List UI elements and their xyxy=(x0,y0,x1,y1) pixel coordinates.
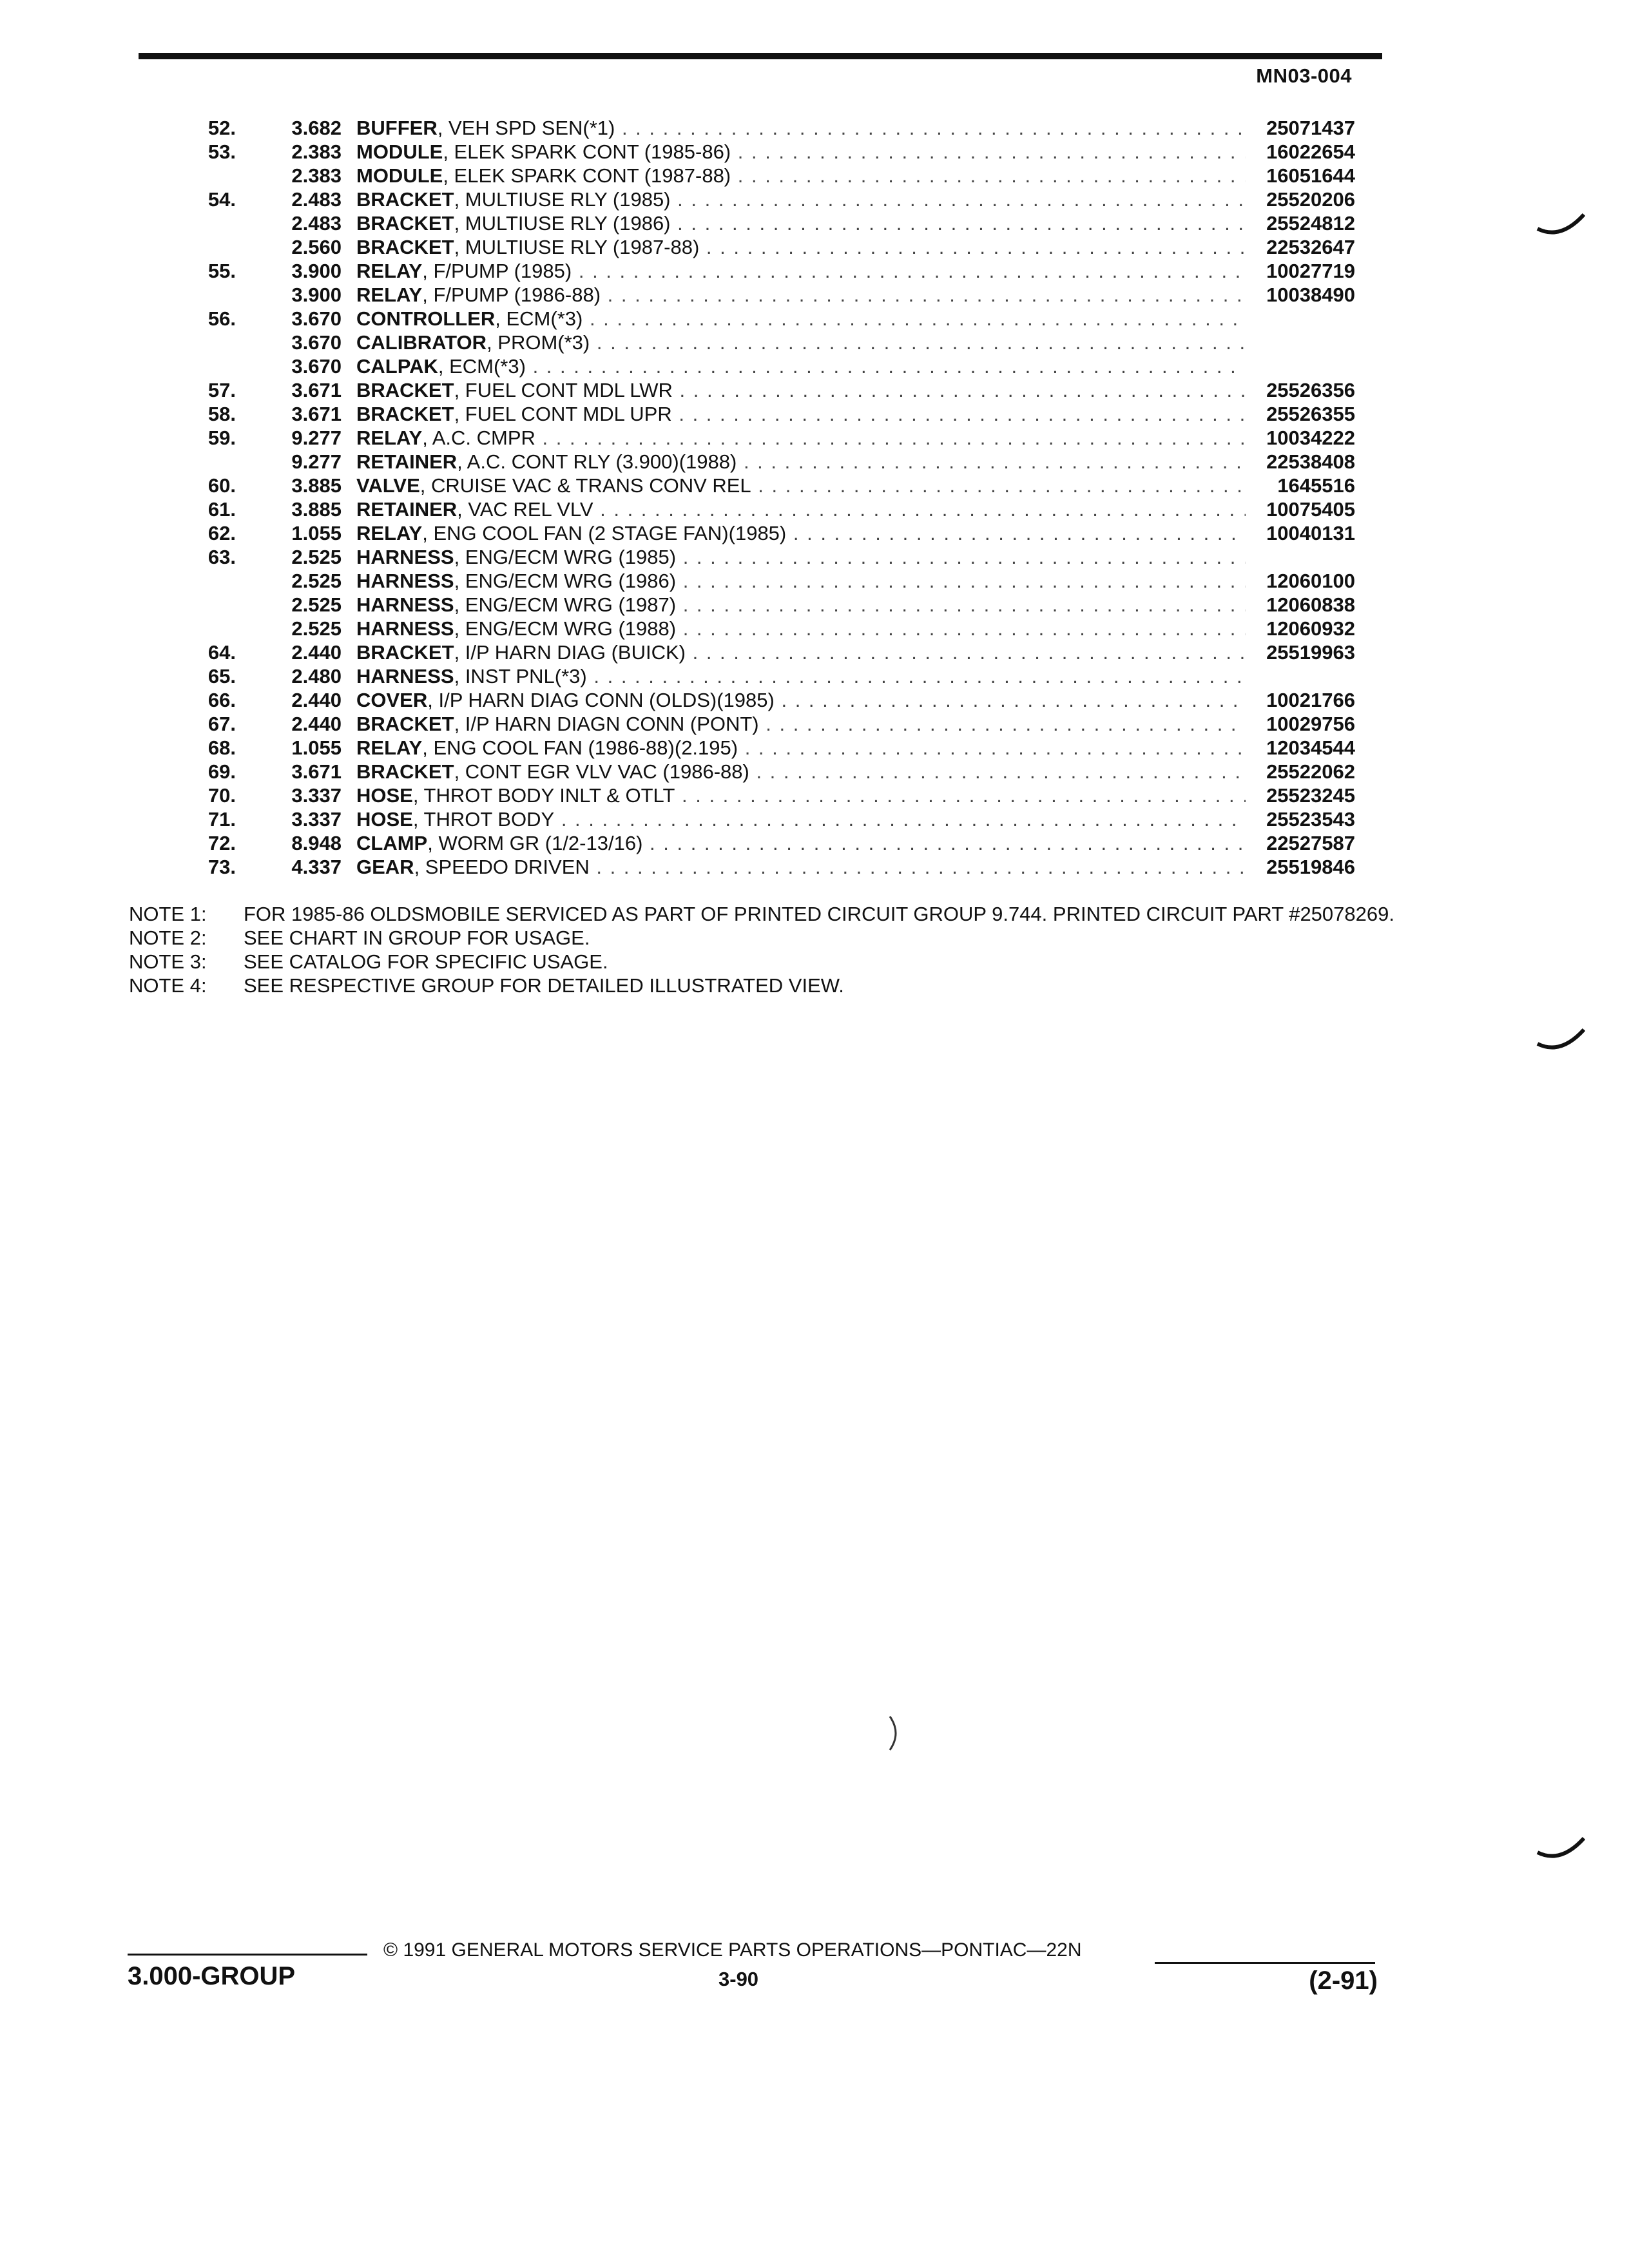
part-detail: , WORM GR (1/2-13/16) xyxy=(427,832,643,854)
parts-row xyxy=(0,545,1629,569)
reference-number: 61. xyxy=(207,498,236,521)
part-name: BRACKET xyxy=(356,212,454,235)
parts-row xyxy=(0,593,1629,617)
reference-number: 64. xyxy=(207,641,236,664)
part-number: 25522062 xyxy=(1261,760,1355,783)
part-description xyxy=(356,664,1246,688)
part-name: HARNESS xyxy=(356,593,454,616)
reference-number: 68. xyxy=(207,736,236,759)
parts-row xyxy=(0,283,1629,307)
part-detail: , A.C. CMPR xyxy=(422,427,535,449)
part-name: RETAINER xyxy=(356,450,458,473)
reference-number: 59. xyxy=(207,427,236,449)
parts-row xyxy=(0,831,1629,855)
part-description xyxy=(356,831,1246,855)
part-name: RELAY xyxy=(356,522,423,544)
parts-row xyxy=(0,426,1629,450)
part-description xyxy=(356,593,1246,617)
group-number: 4.337 xyxy=(291,856,342,878)
note xyxy=(129,902,1450,926)
group-number: 2.483 xyxy=(291,212,342,235)
group-number: 3.900 xyxy=(291,284,342,306)
part-description xyxy=(356,736,1246,760)
parts-row xyxy=(0,331,1629,354)
part-detail: , ENG COOL FAN (2 STAGE FAN)(1985) xyxy=(422,522,787,544)
reference-number: 69. xyxy=(207,760,236,783)
group-number: 2.483 xyxy=(291,188,342,211)
footer-rule-left xyxy=(128,1954,367,1956)
group-number: 1.055 xyxy=(291,522,342,544)
part-detail: , MULTIUSE RLY (1986) xyxy=(454,212,671,235)
note-text: FOR 1985-86 OLDSMOBILE SERVICED AS PART OF PRINTED CIRCUIT GROUP 9.744. PRINTED CIRCUIT PART #25078269. xyxy=(244,903,1394,925)
part-detail: , ENG/ECM WRG (1985) xyxy=(454,546,677,568)
part-description xyxy=(356,807,1246,831)
reference-number: 54. xyxy=(207,188,236,211)
part-detail: , ECM(*3) xyxy=(438,355,526,378)
reference-number: 60. xyxy=(207,474,236,497)
group-number: 3.885 xyxy=(291,474,342,497)
part-number: 10040131 xyxy=(1261,521,1355,545)
part-detail: , ECM(*3) xyxy=(495,307,583,330)
group-number: 2.440 xyxy=(291,689,342,711)
part-description xyxy=(356,450,1246,474)
parts-row xyxy=(0,259,1629,283)
part-name: BUFFER xyxy=(356,117,438,139)
part-detail: , A.C. CONT RLY (3.900)(1988) xyxy=(457,450,737,473)
group-number: 3.885 xyxy=(291,498,342,521)
parts-row xyxy=(0,116,1629,140)
part-number: 25071437 xyxy=(1261,116,1355,140)
footer-rule-right xyxy=(1155,1962,1375,1964)
footer-page-number: 3-90 xyxy=(718,1968,759,1990)
part-detail: , ELEK SPARK CONT (1985-86) xyxy=(443,140,731,163)
group-number: 3.671 xyxy=(291,379,342,401)
part-description xyxy=(356,640,1246,664)
parts-row xyxy=(0,307,1629,331)
part-detail: , ELEK SPARK CONT (1987-88) xyxy=(443,164,731,187)
part-description xyxy=(356,783,1246,807)
reference-number: 53. xyxy=(207,140,236,163)
notes-section xyxy=(129,902,1450,997)
part-number: 22527587 xyxy=(1261,831,1355,855)
part-number: 10029756 xyxy=(1261,712,1355,736)
part-detail: , F/PUMP (1985) xyxy=(422,260,572,282)
group-number: 2.525 xyxy=(291,570,342,592)
parts-row xyxy=(0,140,1629,164)
parts-row xyxy=(0,569,1629,593)
part-description xyxy=(356,497,1246,521)
group-number: 3.670 xyxy=(291,355,342,378)
part-name: HOSE xyxy=(356,784,413,807)
parts-row xyxy=(0,617,1629,640)
part-name: HOSE xyxy=(356,808,413,831)
part-number: 10034222 xyxy=(1261,426,1355,450)
part-detail: , I/P HARN DIAGN CONN (PONT) xyxy=(454,713,759,735)
part-name: BRACKET xyxy=(356,188,454,211)
parts-row xyxy=(0,402,1629,426)
part-description xyxy=(356,116,1246,140)
reference-number: 58. xyxy=(207,403,236,425)
part-description xyxy=(356,235,1246,259)
part-name: HARNESS xyxy=(356,546,454,568)
parts-row xyxy=(0,211,1629,235)
parts-row xyxy=(0,688,1629,712)
part-detail: , VEH SPD SEN(*1) xyxy=(437,117,615,139)
part-name: CALIBRATOR xyxy=(356,331,487,354)
part-description xyxy=(356,354,1246,378)
parts-row xyxy=(0,450,1629,474)
part-number: 10075405 xyxy=(1261,497,1355,521)
part-name: COVER xyxy=(356,689,428,711)
part-name: BRACKET xyxy=(356,403,454,425)
part-detail: , ENG/ECM WRG (1988) xyxy=(454,617,677,640)
part-number: 25520206 xyxy=(1261,187,1355,211)
parts-row xyxy=(0,235,1629,259)
part-description xyxy=(356,426,1246,450)
part-description xyxy=(356,855,1246,879)
reference-number: 56. xyxy=(207,307,236,330)
part-description xyxy=(356,259,1246,283)
parts-row xyxy=(0,855,1629,879)
footer-group-label: 3.000-GROUP xyxy=(128,1962,296,1990)
part-number: 25519963 xyxy=(1261,640,1355,664)
note-text: SEE RESPECTIVE GROUP FOR DETAILED ILLUSTRATED VIEW. xyxy=(244,974,844,997)
part-number: 12034544 xyxy=(1261,736,1355,760)
parts-row xyxy=(0,760,1629,783)
reference-number: 72. xyxy=(207,832,236,854)
part-detail: , PROM(*3) xyxy=(487,331,590,354)
part-name: HARNESS xyxy=(356,665,454,687)
part-name: MODULE xyxy=(356,164,443,187)
part-name: CONTROLLER xyxy=(356,307,496,330)
group-number: 3.671 xyxy=(291,760,342,783)
part-description xyxy=(356,164,1246,187)
part-name: BRACKET xyxy=(356,713,454,735)
binding-hole-mark xyxy=(1535,1024,1586,1057)
group-number: 1.055 xyxy=(291,736,342,759)
footer-revision-date: (2-91) xyxy=(1309,1966,1378,1995)
part-detail: , SPEEDO DRIVEN xyxy=(414,856,590,878)
part-name: BRACKET xyxy=(356,641,454,664)
part-detail: , FUEL CONT MDL LWR xyxy=(454,379,673,401)
group-number: 2.440 xyxy=(291,713,342,735)
parts-row xyxy=(0,354,1629,378)
part-detail: , F/PUMP (1986-88) xyxy=(422,284,601,306)
part-description xyxy=(356,211,1246,235)
part-name: RELAY xyxy=(356,260,423,282)
part-description xyxy=(356,712,1246,736)
part-description xyxy=(356,569,1246,593)
group-number: 3.670 xyxy=(291,307,342,330)
part-name: RELAY xyxy=(356,427,423,449)
part-number: 25526355 xyxy=(1261,402,1355,426)
parts-row xyxy=(0,164,1629,187)
group-number: 3.671 xyxy=(291,403,342,425)
part-detail: , THROT BODY INLT & OTLT xyxy=(412,784,675,807)
part-number: 16022654 xyxy=(1261,140,1355,164)
reference-number: 62. xyxy=(207,522,236,544)
part-name: HARNESS xyxy=(356,570,454,592)
part-name: VALVE xyxy=(356,474,420,497)
part-description xyxy=(356,402,1246,426)
binding-hole-mark xyxy=(1535,1833,1586,1865)
group-number: 2.525 xyxy=(291,546,342,568)
part-name: HARNESS xyxy=(356,617,454,640)
note xyxy=(129,926,1450,950)
part-number: 22538408 xyxy=(1261,450,1355,474)
part-number: 25519846 xyxy=(1261,855,1355,879)
part-detail: , I/P HARN DIAG (BUICK) xyxy=(454,641,686,664)
reference-number: 65. xyxy=(207,665,236,687)
group-number: 9.277 xyxy=(291,427,342,449)
note-label: NOTE 4: xyxy=(129,974,207,997)
parts-row xyxy=(0,712,1629,736)
part-detail: , ENG/ECM WRG (1987) xyxy=(454,593,677,616)
part-detail: , MULTIUSE RLY (1987-88) xyxy=(454,236,700,258)
group-number: 2.525 xyxy=(291,593,342,616)
part-number: 12060838 xyxy=(1261,593,1355,617)
part-name: RELAY xyxy=(356,284,423,306)
part-description xyxy=(356,283,1246,307)
part-detail: , ENG COOL FAN (1986-88)(2.195) xyxy=(422,736,738,759)
part-name: BRACKET xyxy=(356,760,454,783)
part-name: CALPAK xyxy=(356,355,438,378)
part-number: 25526356 xyxy=(1261,378,1355,402)
parts-row xyxy=(0,474,1629,497)
part-description xyxy=(356,617,1246,640)
note-text: SEE CATALOG FOR SPECIFIC USAGE. xyxy=(244,950,608,973)
group-number: 2.480 xyxy=(291,665,342,687)
part-description xyxy=(356,140,1246,164)
part-name: BRACKET xyxy=(356,236,454,258)
part-number: 12060100 xyxy=(1261,569,1355,593)
parts-row xyxy=(0,497,1629,521)
part-number: 1645516 xyxy=(1272,474,1355,497)
reference-number: 67. xyxy=(207,713,236,735)
part-name: GEAR xyxy=(356,856,414,878)
part-number: 25523245 xyxy=(1261,783,1355,807)
part-number: 10027719 xyxy=(1261,259,1355,283)
group-number: 2.383 xyxy=(291,164,342,187)
part-number: 16051644 xyxy=(1261,164,1355,187)
part-detail: , FUEL CONT MDL UPR xyxy=(454,403,672,425)
parts-row xyxy=(0,378,1629,402)
group-number: 3.900 xyxy=(291,260,342,282)
group-number: 3.670 xyxy=(291,331,342,354)
reference-number: 71. xyxy=(207,808,236,831)
note xyxy=(129,974,1450,997)
parts-row xyxy=(0,187,1629,211)
document-code: MN03-004 xyxy=(1256,64,1352,87)
part-number: 22532647 xyxy=(1261,235,1355,259)
part-name: CLAMP xyxy=(356,832,428,854)
group-number: 3.337 xyxy=(291,808,342,831)
group-number: 8.948 xyxy=(291,832,342,854)
reference-number: 70. xyxy=(207,784,236,807)
part-name: MODULE xyxy=(356,140,443,163)
binding-hole-mark xyxy=(1535,209,1586,242)
part-description xyxy=(356,545,1246,569)
note-text: SEE CHART IN GROUP FOR USAGE. xyxy=(244,927,590,949)
group-number: 2.560 xyxy=(291,236,342,258)
part-detail: , VAC REL VLV xyxy=(457,498,593,521)
footer-copyright: © 1991 GENERAL MOTORS SERVICE PARTS OPERATIONS—PONTIAC—22N xyxy=(383,1939,1082,1961)
parts-row xyxy=(0,664,1629,688)
part-description xyxy=(356,521,1246,545)
scan-artifact-mark xyxy=(886,1714,905,1753)
top-rule xyxy=(139,53,1382,59)
part-number: 12060932 xyxy=(1261,617,1355,640)
part-description xyxy=(356,331,1246,354)
part-description xyxy=(356,760,1246,783)
part-description xyxy=(356,474,1246,497)
reference-number: 57. xyxy=(207,379,236,401)
part-description xyxy=(356,378,1246,402)
part-name: BRACKET xyxy=(356,379,454,401)
note-label: NOTE 1: xyxy=(129,903,207,925)
part-detail: , CRUISE VAC & TRANS CONV REL xyxy=(419,474,751,497)
group-number: 9.277 xyxy=(291,450,342,473)
part-description xyxy=(356,307,1246,331)
parts-row xyxy=(0,736,1629,760)
note-label: NOTE 3: xyxy=(129,950,207,973)
group-number: 3.337 xyxy=(291,784,342,807)
part-detail: , CONT EGR VLV VAC (1986-88) xyxy=(454,760,749,783)
reference-number: 55. xyxy=(207,260,236,282)
part-detail: , I/P HARN DIAG CONN (OLDS)(1985) xyxy=(427,689,775,711)
part-description xyxy=(356,187,1246,211)
reference-number: 73. xyxy=(207,856,236,878)
group-number: 2.383 xyxy=(291,140,342,163)
reference-number: 63. xyxy=(207,546,236,568)
parts-row xyxy=(0,640,1629,664)
part-detail: , ENG/ECM WRG (1986) xyxy=(454,570,677,592)
part-detail: , INST PNL(*3) xyxy=(454,665,587,687)
part-number: 10038490 xyxy=(1261,283,1355,307)
part-number: 25524812 xyxy=(1261,211,1355,235)
note xyxy=(129,950,1450,974)
part-number: 10021766 xyxy=(1261,688,1355,712)
parts-row xyxy=(0,807,1629,831)
part-number: 25523543 xyxy=(1261,807,1355,831)
group-number: 2.525 xyxy=(291,617,342,640)
part-detail: , MULTIUSE RLY (1985) xyxy=(454,188,671,211)
part-description xyxy=(356,688,1246,712)
parts-row xyxy=(0,521,1629,545)
group-number: 3.682 xyxy=(291,117,342,139)
note-label: NOTE 2: xyxy=(129,927,207,949)
parts-row xyxy=(0,783,1629,807)
part-name: RETAINER xyxy=(356,498,458,521)
reference-number: 52. xyxy=(207,117,236,139)
part-detail: , THROT BODY xyxy=(412,808,555,831)
part-name: RELAY xyxy=(356,736,423,759)
group-number: 2.440 xyxy=(291,641,342,664)
reference-number: 66. xyxy=(207,689,236,711)
